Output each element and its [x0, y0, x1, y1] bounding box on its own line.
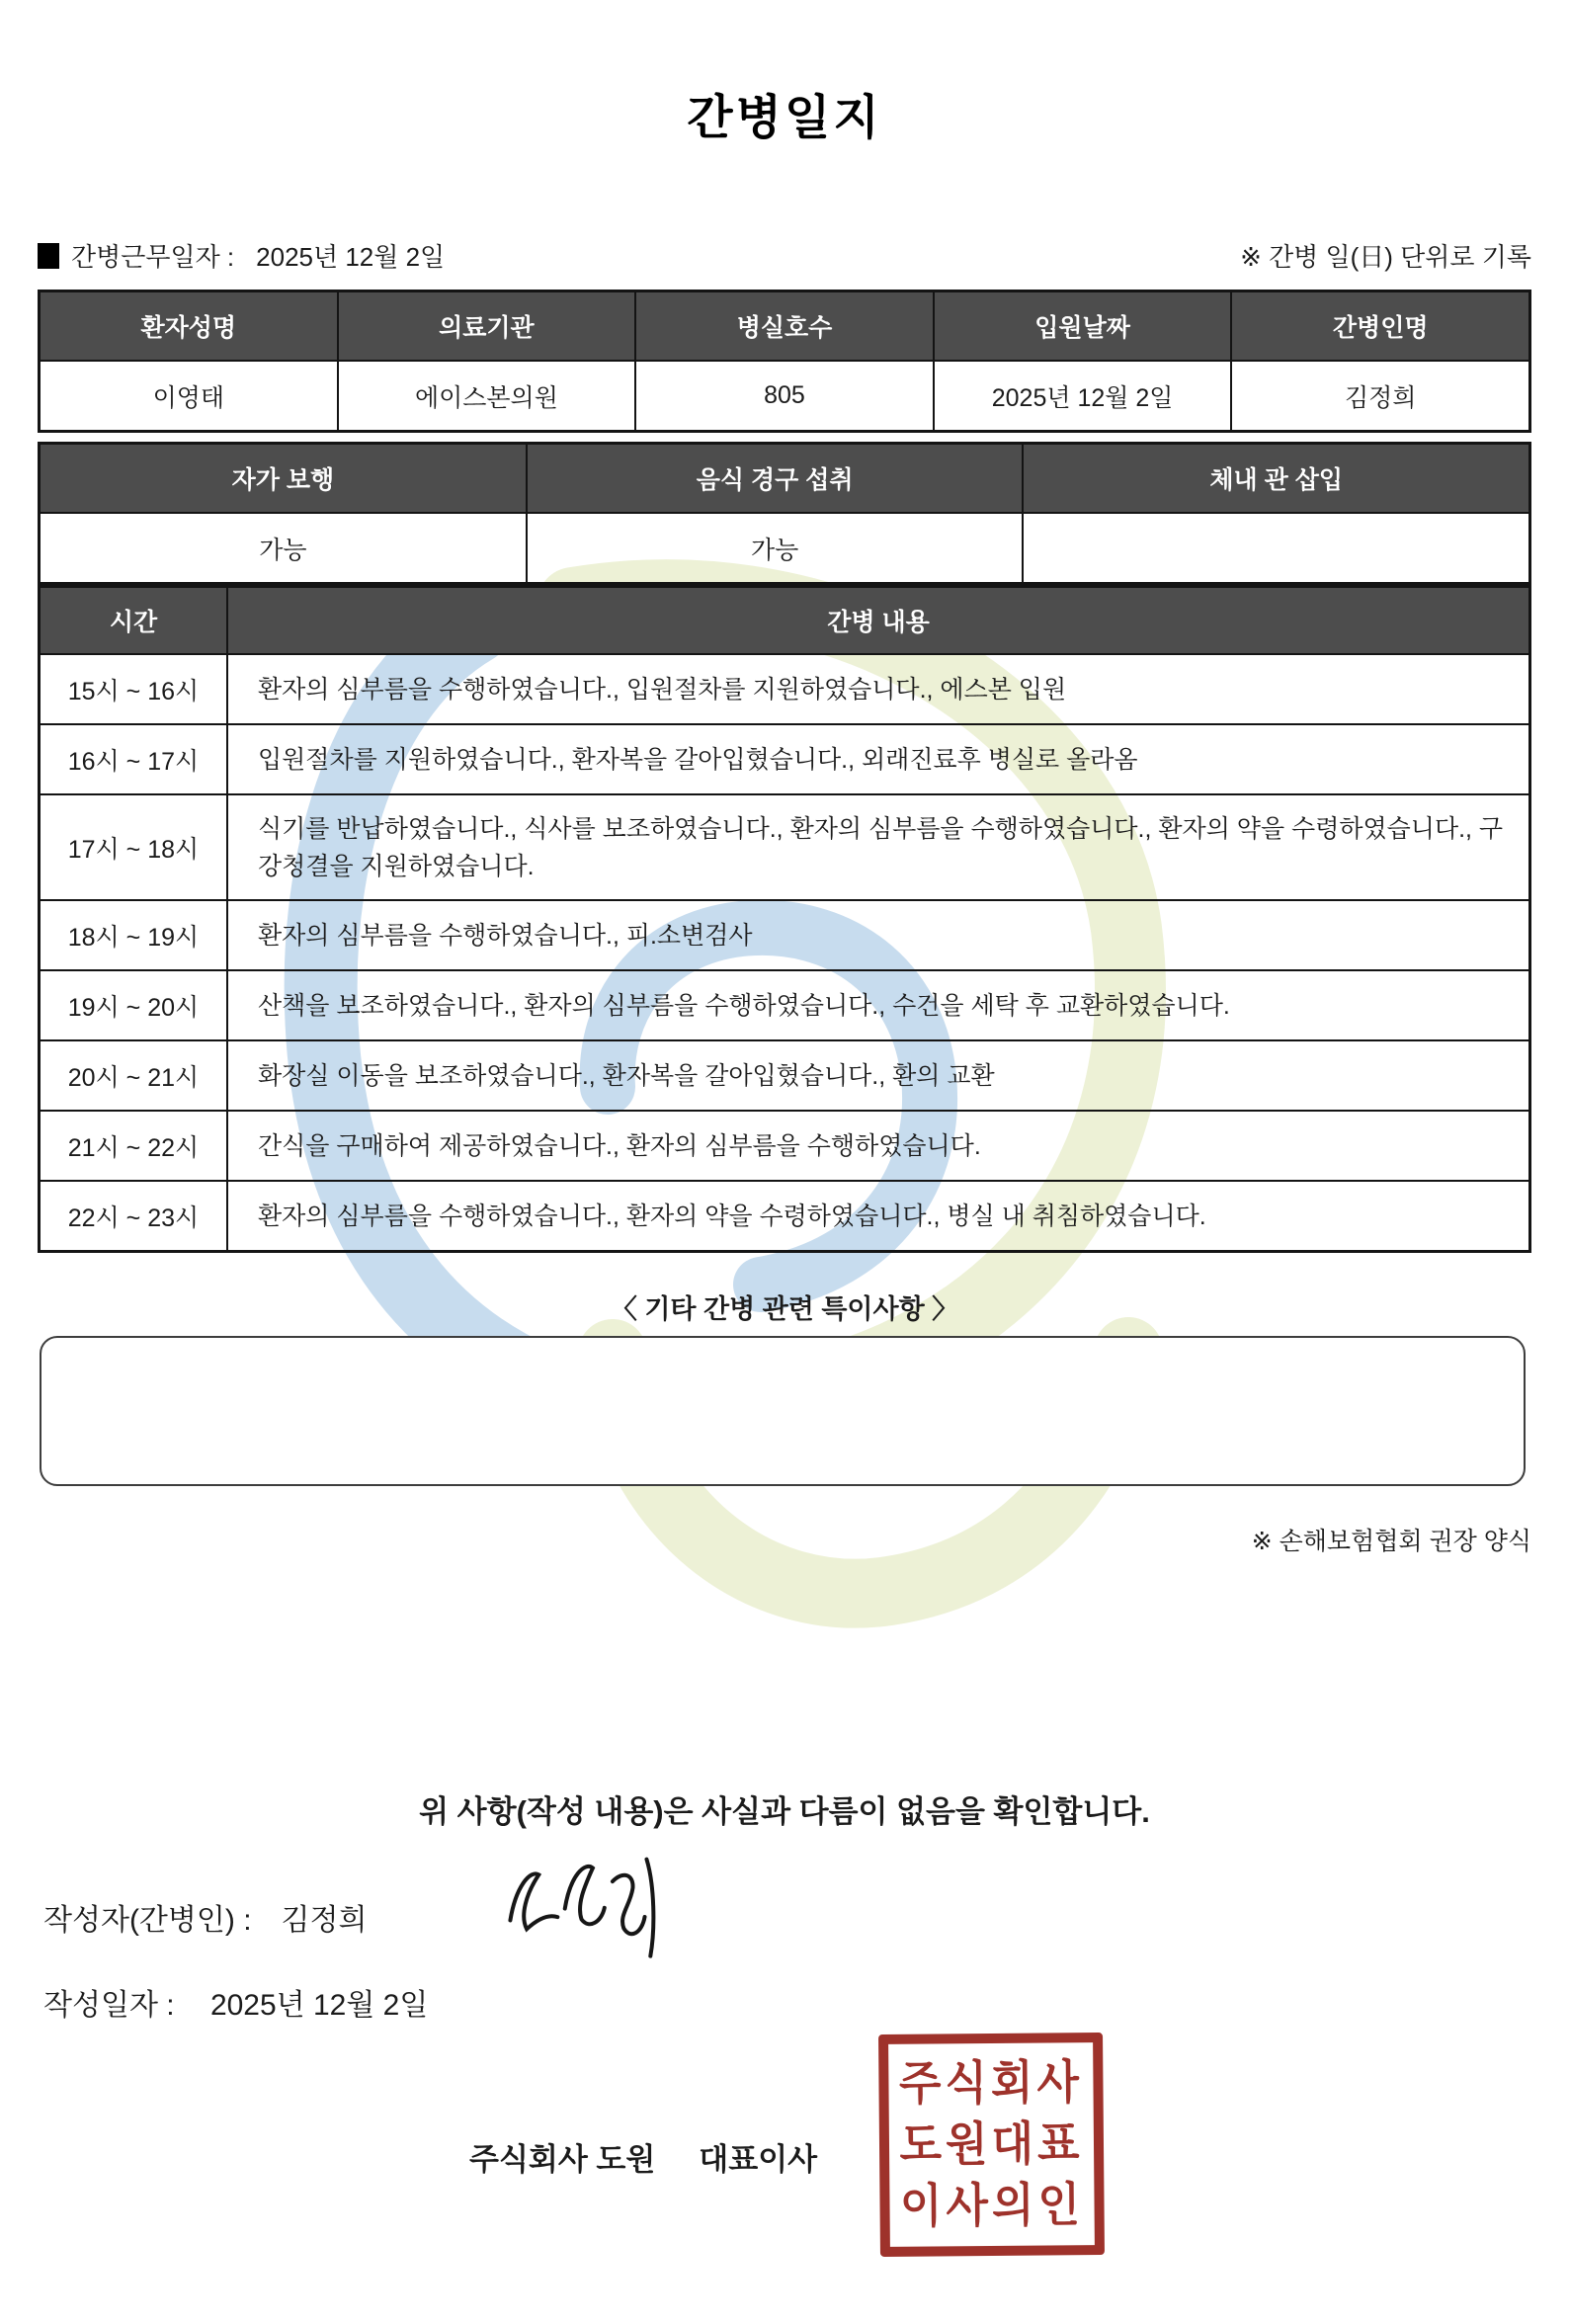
care-row-time: 16시 ~ 17시: [40, 724, 227, 794]
care-log-table: [38, 585, 1531, 1253]
handwritten-signature: [492, 1844, 683, 1980]
admission-date-value: 2025년 12월 2일: [934, 361, 1232, 431]
patient-table-header-admission-date: 입원날짜: [934, 291, 1232, 361]
seal-text-line: 주식회사: [898, 2055, 1084, 2111]
care-row-time: 20시 ~ 21시: [40, 1040, 227, 1111]
care-row-time: 15시 ~ 16시: [40, 654, 227, 724]
special-notes-box: [40, 1336, 1526, 1486]
care-log-header-time: 시간: [40, 587, 227, 654]
self-walking-value: 가능: [40, 513, 527, 583]
care-row-content: 산책을 보조하였습니다., 환자의 심부름을 수행하였습니다., 수건을 세탁 후 교환하였습니다.: [227, 970, 1529, 1040]
company-line: [469, 2134, 817, 2179]
care-row-time: 17시 ~ 18시: [40, 794, 227, 900]
status-header-tube-insertion: 체내 관 삽입: [1023, 444, 1529, 513]
care-row-content: 간식을 구매하여 제공하였습니다., 환자의 심부름을 수행하였습니다.: [227, 1111, 1529, 1181]
corporate-seal-stamp: [878, 2033, 1105, 2257]
seal-text-line: 도원대표: [899, 2116, 1084, 2172]
written-date-value: 2025년 12월 2일: [209, 1989, 429, 2022]
work-date-value: 2025년 12월 2일: [256, 242, 446, 272]
work-date-line: [38, 237, 445, 274]
caregiver-name-value: 김정희: [1231, 361, 1529, 431]
care-row-time: 18시 ~ 19시: [40, 900, 227, 970]
work-date-label: 간병근무일자 :: [71, 242, 235, 272]
status-header-self-walking: 자가 보행: [40, 444, 527, 513]
care-log-header-content: 간병 내용: [227, 587, 1529, 654]
oral-intake-value: 가능: [527, 513, 1024, 583]
care-row-content: 입원절차를 지원하였습니다., 환자복을 갈아입혔습니다., 외래진료후 병실로 올라옴: [227, 724, 1529, 794]
patient-info-table: [38, 290, 1531, 433]
record-unit-note: ※ 간병 일(日) 단위로 기록: [1240, 242, 1531, 272]
page-title: 간병일지: [687, 92, 882, 144]
seal-text-line: 이사의인: [899, 2178, 1085, 2233]
care-row-time: 21시 ~ 22시: [40, 1111, 227, 1181]
care-row-content: 환자의 심부름을 수행하였습니다., 입원절차를 지원하였습니다., 에스본 입원: [227, 654, 1529, 724]
tube-insertion-value: [1023, 513, 1529, 583]
care-row-content: 환자의 심부름을 수행하였습니다., 피.소변검사: [227, 900, 1529, 970]
patient-status-table: [38, 442, 1531, 585]
patient-name-value: 이영태: [40, 361, 338, 431]
hospital-value: 에이스본의원: [338, 361, 636, 431]
recommended-form-note: ※ 손해보험협회 권장 양식: [1251, 1528, 1531, 1555]
written-date-label: 작성일자 :: [43, 1989, 175, 2022]
black-square-bullet-icon: [38, 243, 59, 269]
company-representative-title: 대표이사: [699, 2142, 818, 2177]
written-date-line: [43, 1980, 428, 2024]
patient-table-header-hospital: 의료기관: [338, 291, 636, 361]
company-name: 주식회사 도원: [469, 2142, 656, 2177]
care-row-content: 환자의 심부름을 수행하였습니다., 환자의 약을 수령하였습니다., 병실 내 취침하였습니다.: [227, 1181, 1529, 1251]
writer-label: 작성자(간병인) :: [43, 1904, 252, 1937]
care-row-content: 화장실 이동을 보조하였습니다., 환자복을 갈아입혔습니다., 환의 교환: [227, 1040, 1529, 1111]
meta-row: [38, 237, 1531, 274]
care-row-time: 19시 ~ 20시: [40, 970, 227, 1040]
confirmation-statement: 위 사항(작성 내용)은 사실과 다름이 없음을 확인합니다.: [419, 1794, 1150, 1829]
writer-name: 김정희: [281, 1904, 368, 1937]
writer-line: [43, 1895, 367, 1939]
patient-table-header-caregiver: 간병인명: [1231, 291, 1529, 361]
room-number-value: 805: [635, 361, 934, 431]
special-notes-heading: 〈 기타 간병 관련 특이사항 〉: [610, 1294, 959, 1324]
status-header-oral-intake: 음식 경구 섭취: [527, 444, 1024, 513]
care-row-content: 식기를 반납하였습니다., 식사를 보조하였습니다., 환자의 심부름을 수행하였습니다., 환자의 약을 수령하였습니다., 구강청결을 지원하였습니다.: [227, 794, 1529, 900]
patient-table-header-room: 병실호수: [635, 291, 934, 361]
care-row-time: 22시 ~ 23시: [40, 1181, 227, 1251]
patient-table-header-name: 환자성명: [40, 291, 338, 361]
